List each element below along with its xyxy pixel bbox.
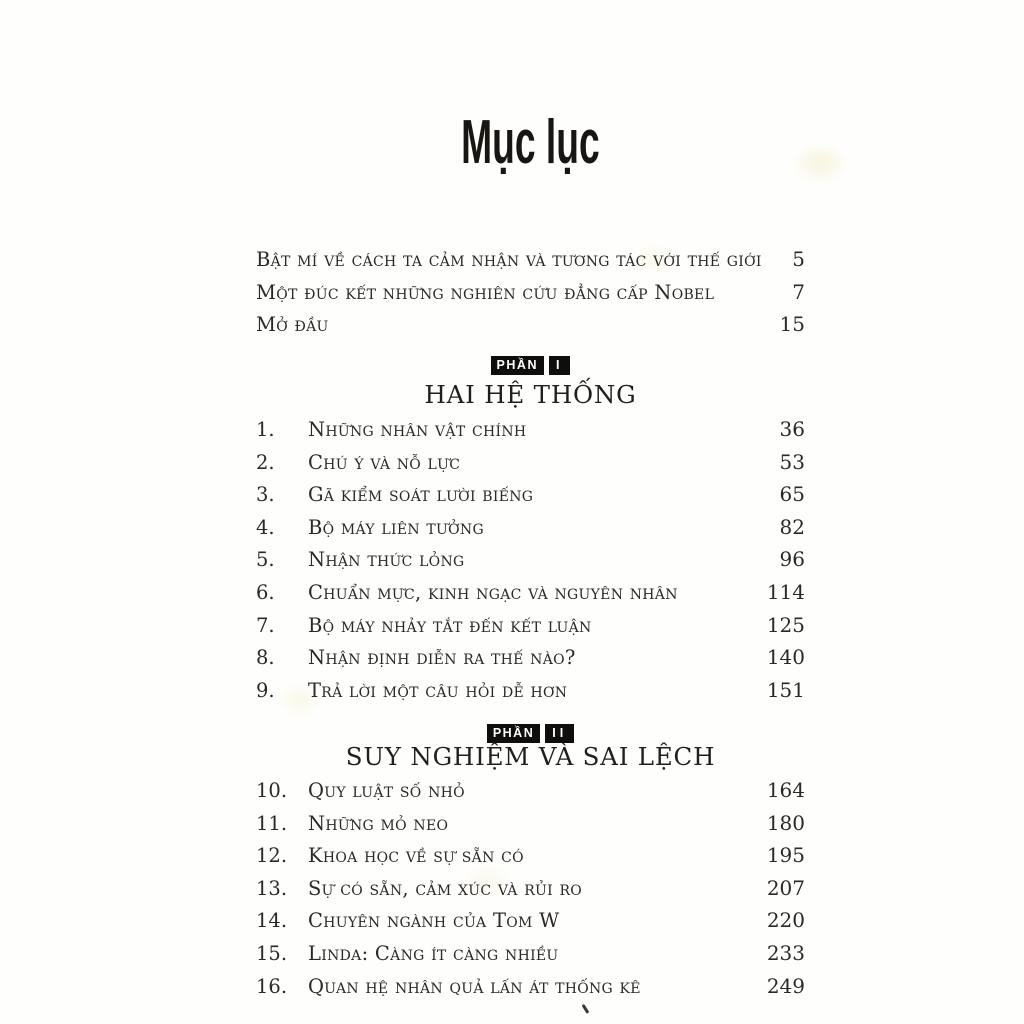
chapter-entry <box>256 937 805 970</box>
chapter-entry <box>256 446 805 479</box>
chapter-number: 5. <box>256 548 275 572</box>
part1-title: HAI HỆ THỐNG <box>424 380 637 409</box>
part1-chapter-list <box>256 413 805 706</box>
toc-entry-page: 15 <box>779 312 805 337</box>
front-matter-list <box>256 243 805 341</box>
chapter-entry <box>256 774 805 807</box>
chapter-title: Nhận thức lỏng <box>308 548 465 572</box>
chapter-page: 195 <box>766 843 805 868</box>
chapter-entry <box>256 576 805 609</box>
chapter-title: Bộ máy nhảy tắt đến kết luận <box>308 613 592 637</box>
toc-entry-page: 5 <box>792 247 805 271</box>
chapter-page: 207 <box>766 875 805 900</box>
chapter-title: Trả lời một câu hỏi dễ hơn <box>308 678 568 702</box>
chapter-page: 96 <box>779 547 805 572</box>
chapter-entry <box>256 641 805 674</box>
part2-badge <box>256 724 805 743</box>
chapter-entry <box>256 904 805 937</box>
chapter-page: 151 <box>766 677 805 702</box>
chapter-number: 8. <box>256 646 275 670</box>
chapter-entry <box>256 970 805 1003</box>
chapter-page: 65 <box>779 482 805 507</box>
part-badge-numeral: II <box>545 724 574 743</box>
chapter-page: 180 <box>766 810 805 835</box>
chapter-title: Linda: Càng ít càng nhiều <box>308 941 559 965</box>
chapter-number: 7. <box>256 613 275 637</box>
chapter-page: 114 <box>766 579 805 604</box>
part-badge-word: PHẦN <box>491 356 544 375</box>
chapter-number: 14. <box>256 909 288 933</box>
chapter-title: Chuyên ngành của Tom W <box>308 909 560 933</box>
chapter-entry <box>256 839 805 872</box>
part2-title: SUY NGHIỆM VÀ SAI LỆCH <box>345 742 716 771</box>
chapter-page: 249 <box>766 973 805 998</box>
chapter-title: Quy luật số nhỏ <box>308 779 465 802</box>
chapter-number: 9. <box>256 678 275 702</box>
part-badge-word: PHẦN <box>487 724 540 743</box>
chapter-page: 164 <box>766 778 805 802</box>
chapter-page: 220 <box>766 908 805 933</box>
chapter-page: 82 <box>779 514 805 539</box>
toc-entry <box>256 243 805 276</box>
chapter-number: 12. <box>256 844 288 868</box>
chapter-entry <box>256 511 805 544</box>
toc-entry-label: Mở đầu <box>256 313 329 337</box>
paper-stain <box>800 150 840 176</box>
chapter-entry <box>256 413 805 446</box>
title-block <box>256 108 805 198</box>
chapter-page: 53 <box>779 449 805 474</box>
chapter-number: 16. <box>256 974 288 998</box>
chapter-entry <box>256 872 805 905</box>
toc-entry <box>256 276 805 309</box>
chapter-entry <box>256 543 805 576</box>
chapter-page: 125 <box>766 612 805 637</box>
chapter-page: 36 <box>779 417 805 441</box>
chapter-title: Sự có sẵn, cảm xúc và rủi ro <box>308 876 583 900</box>
chapter-number: 13. <box>256 876 288 900</box>
part1-badge <box>256 356 805 375</box>
chapter-page: 140 <box>766 645 805 670</box>
toc-entry-label: Bật mí về cách ta cảm nhận và tương tác với thế giới <box>256 248 762 271</box>
chapter-title: Chuẩn mực, kinh ngạc và nguyên nhân <box>308 580 678 604</box>
chapter-entry <box>256 807 805 840</box>
chapter-title: Nhận định diễn ra thế nào? <box>308 646 576 670</box>
toc-entry <box>256 308 805 341</box>
part-badge-numeral: I <box>549 356 570 375</box>
chapter-entry <box>256 478 805 511</box>
chapter-number: 15. <box>256 941 288 965</box>
chapter-number: 10. <box>256 779 288 802</box>
chapter-title: Gã kiểm soát lười biếng <box>308 483 534 507</box>
part2-chapter-list <box>256 774 805 1002</box>
chapter-title: Khoa học về sự sẵn có <box>308 844 524 868</box>
chapter-number: 11. <box>256 811 288 835</box>
toc-entry-page: 7 <box>792 279 805 304</box>
chapter-number: 1. <box>256 418 275 441</box>
chapter-title: Chú ý và nỗ lực <box>308 450 461 474</box>
chapter-number: 6. <box>256 580 275 604</box>
chapter-title: Những mỏ neo <box>308 811 449 835</box>
chapter-number: 2. <box>256 450 275 474</box>
page-title: Mục lục <box>461 108 600 177</box>
toc-entry-label: Một đúc kết những nghiên cứu đẳng cấp Nobel <box>256 280 715 304</box>
chapter-page: 233 <box>766 940 805 965</box>
chapter-title: Những nhân vật chính <box>308 418 527 441</box>
chapter-title: Bộ máy liên tưởng <box>308 515 484 539</box>
chapter-number: 3. <box>256 483 275 507</box>
chapter-entry <box>256 609 805 642</box>
chapter-title: Quan hệ nhân quả lấn át thống kê <box>308 974 641 998</box>
chapter-number: 4. <box>256 515 275 539</box>
chapter-entry <box>256 674 805 707</box>
stray-ink-mark <box>582 1004 589 1014</box>
